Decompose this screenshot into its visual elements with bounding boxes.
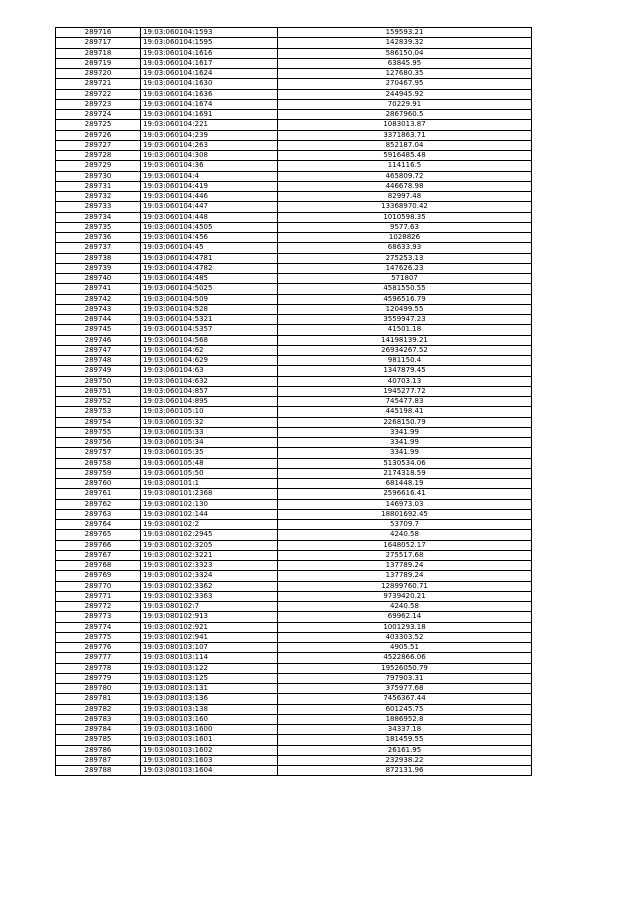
- cadastral-number-cell: 19:03:060104:36: [141, 161, 278, 171]
- cadastral-number-cell: 19:03:080102:3362: [141, 581, 278, 591]
- row-number-cell: 289757: [56, 448, 141, 458]
- table-row: [56, 376, 532, 386]
- value-cell: 681448.19: [278, 479, 532, 489]
- row-number-cell: 289766: [56, 540, 141, 550]
- value-cell: 13368970.42: [278, 202, 532, 212]
- value-cell: 3341.99: [278, 448, 532, 458]
- row-number-cell: 289788: [56, 766, 141, 776]
- value-cell: 82997.48: [278, 192, 532, 202]
- value-cell: 3341.99: [278, 438, 532, 448]
- cadastral-number-cell: 19:03:060104:221: [141, 120, 278, 130]
- cadastral-number-cell: 19:03:080103:107: [141, 643, 278, 653]
- table-row: [56, 673, 532, 683]
- cadastral-number-cell: 19:03:060104:1595: [141, 38, 278, 48]
- row-number-cell: 289734: [56, 212, 141, 222]
- cadastral-number-cell: 19:03:060104:263: [141, 140, 278, 150]
- cadastral-number-cell: 19:03:080103:125: [141, 673, 278, 683]
- table-row: [56, 735, 532, 745]
- table-row: [56, 294, 532, 304]
- value-cell: 159593.21: [278, 28, 532, 38]
- cadastral-number-cell: 19:03:060104:4505: [141, 222, 278, 232]
- row-number-cell: 289726: [56, 130, 141, 140]
- table-row: [56, 489, 532, 499]
- cadastral-number-cell: 19:03:080101:2368: [141, 489, 278, 499]
- value-cell: 142839.32: [278, 38, 532, 48]
- table-row: [56, 233, 532, 243]
- cadastral-number-cell: 19:03:080102:130: [141, 499, 278, 509]
- cadastral-number-cell: 19:03:060104:629: [141, 356, 278, 366]
- row-number-cell: 289764: [56, 520, 141, 530]
- row-number-cell: 289763: [56, 509, 141, 519]
- row-number-cell: 289739: [56, 263, 141, 273]
- cadastral-number-cell: 19:03:060104:446: [141, 192, 278, 202]
- table-row: [56, 120, 532, 130]
- row-number-cell: 289729: [56, 161, 141, 171]
- cadastral-number-cell: 19:03:060105:33: [141, 427, 278, 437]
- row-number-cell: 289770: [56, 581, 141, 591]
- cadastral-number-cell: 19:03:060104:5321: [141, 315, 278, 325]
- cadastral-number-cell: 19:03:060104:239: [141, 130, 278, 140]
- value-cell: 9577.63: [278, 222, 532, 232]
- value-cell: 4596516.79: [278, 294, 532, 304]
- value-cell: 445198.41: [278, 407, 532, 417]
- cadastral-number-cell: 19:03:060104:509: [141, 294, 278, 304]
- cadastral-number-cell: 19:03:060104:1636: [141, 89, 278, 99]
- row-number-cell: 289745: [56, 325, 141, 335]
- row-number-cell: 289782: [56, 704, 141, 714]
- value-cell: 244945.92: [278, 89, 532, 99]
- cadastral-number-cell: 19:03:060104:1593: [141, 28, 278, 38]
- value-cell: 137789.24: [278, 561, 532, 571]
- cadastral-number-cell: 19:03:080103:131: [141, 684, 278, 694]
- value-cell: 446678.98: [278, 181, 532, 191]
- value-cell: 1010598.35: [278, 212, 532, 222]
- table-row: [56, 58, 532, 68]
- table-row: [56, 745, 532, 755]
- value-cell: 41501.18: [278, 325, 532, 335]
- table-row: [56, 28, 532, 38]
- table-row: [56, 766, 532, 776]
- row-number-cell: 289776: [56, 643, 141, 653]
- value-cell: 18801692.45: [278, 509, 532, 519]
- cadastral-number-cell: 19:03:080102:941: [141, 632, 278, 642]
- table-row: [56, 253, 532, 263]
- cadastral-number-cell: 19:03:060104:632: [141, 376, 278, 386]
- data-table: [55, 27, 532, 776]
- table-row: [56, 89, 532, 99]
- value-cell: 586150.04: [278, 48, 532, 58]
- table-row: [56, 540, 532, 550]
- row-number-cell: 289717: [56, 38, 141, 48]
- table-row: [56, 222, 532, 232]
- cadastral-number-cell: 19:03:060104:528: [141, 304, 278, 314]
- table-row: [56, 684, 532, 694]
- value-cell: 1648052.17: [278, 540, 532, 550]
- cadastral-number-cell: 19:03:080103:1600: [141, 725, 278, 735]
- table-row: [56, 571, 532, 581]
- row-number-cell: 289722: [56, 89, 141, 99]
- value-cell: 146973.03: [278, 499, 532, 509]
- value-cell: 26161.95: [278, 745, 532, 755]
- table-row: [56, 181, 532, 191]
- cadastral-number-cell: 19:03:060104:4: [141, 171, 278, 181]
- value-cell: 2867960.5: [278, 110, 532, 120]
- cadastral-number-cell: 19:03:060104:456: [141, 233, 278, 243]
- cadastral-number-cell: 19:03:080102:144: [141, 509, 278, 519]
- value-cell: 3559947.23: [278, 315, 532, 325]
- table-row: [56, 499, 532, 509]
- value-cell: 852187.04: [278, 140, 532, 150]
- row-number-cell: 289777: [56, 653, 141, 663]
- cadastral-number-cell: 19:03:080103:160: [141, 714, 278, 724]
- value-cell: 1347879.45: [278, 366, 532, 376]
- table-row: [56, 356, 532, 366]
- row-number-cell: 289728: [56, 151, 141, 161]
- value-cell: 2268150.79: [278, 417, 532, 427]
- table-row: [56, 438, 532, 448]
- table-row: [56, 69, 532, 79]
- cadastral-number-cell: 19:03:060104:1674: [141, 99, 278, 109]
- table-row: [56, 509, 532, 519]
- row-number-cell: 289754: [56, 417, 141, 427]
- row-number-cell: 289751: [56, 386, 141, 396]
- cadastral-number-cell: 19:03:080102:3363: [141, 591, 278, 601]
- row-number-cell: 289779: [56, 673, 141, 683]
- cadastral-number-cell: 19:03:060104:4782: [141, 263, 278, 273]
- cadastral-number-cell: 19:03:060104:1624: [141, 69, 278, 79]
- cadastral-number-cell: 19:03:060104:5357: [141, 325, 278, 335]
- cadastral-number-cell: 19:03:080101:1: [141, 479, 278, 489]
- cadastral-number-cell: 19:03:060104:308: [141, 151, 278, 161]
- table-row: [56, 561, 532, 571]
- table-row: [56, 151, 532, 161]
- row-number-cell: 289721: [56, 79, 141, 89]
- value-cell: 1886952.8: [278, 714, 532, 724]
- table-row: [56, 520, 532, 530]
- value-cell: 465809.72: [278, 171, 532, 181]
- row-number-cell: 289742: [56, 294, 141, 304]
- table-row: [56, 427, 532, 437]
- row-number-cell: 289741: [56, 284, 141, 294]
- value-cell: 147626.23: [278, 263, 532, 273]
- cadastral-number-cell: 19:03:080103:1601: [141, 735, 278, 745]
- table-row: [56, 263, 532, 273]
- row-number-cell: 289780: [56, 684, 141, 694]
- table-row: [56, 479, 532, 489]
- cadastral-number-cell: 19:03:060104:447: [141, 202, 278, 212]
- value-cell: 12899760.71: [278, 581, 532, 591]
- row-number-cell: 289750: [56, 376, 141, 386]
- row-number-cell: 289740: [56, 274, 141, 284]
- value-cell: 68633.93: [278, 243, 532, 253]
- table-row: [56, 304, 532, 314]
- cadastral-number-cell: 19:03:080103:114: [141, 653, 278, 663]
- cadastral-number-cell: 19:03:080102:2: [141, 520, 278, 530]
- row-number-cell: 289756: [56, 438, 141, 448]
- cadastral-number-cell: 19:03:080102:2945: [141, 530, 278, 540]
- cadastral-number-cell: 19:03:060104:1630: [141, 79, 278, 89]
- table-row: [56, 612, 532, 622]
- table-row: [56, 591, 532, 601]
- row-number-cell: 289786: [56, 745, 141, 755]
- cadastral-number-cell: 19:03:080102:921: [141, 622, 278, 632]
- table-row: [56, 345, 532, 355]
- row-number-cell: 289727: [56, 140, 141, 150]
- table-row: [56, 448, 532, 458]
- value-cell: 9739420.21: [278, 591, 532, 601]
- cadastral-number-cell: 19:03:060104:1691: [141, 110, 278, 120]
- value-cell: 63845.95: [278, 58, 532, 68]
- table-row: [56, 48, 532, 58]
- cadastral-number-cell: 19:03:060105:10: [141, 407, 278, 417]
- row-number-cell: 289771: [56, 591, 141, 601]
- cadastral-number-cell: 19:03:080102:3205: [141, 540, 278, 550]
- value-cell: 275517.68: [278, 550, 532, 560]
- cadastral-number-cell: 19:03:060104:1616: [141, 48, 278, 58]
- cadastral-number-cell: 19:03:080103:138: [141, 704, 278, 714]
- row-number-cell: 289723: [56, 99, 141, 109]
- cadastral-number-cell: 19:03:080103:122: [141, 663, 278, 673]
- row-number-cell: 289752: [56, 397, 141, 407]
- value-cell: 14198139.21: [278, 335, 532, 345]
- table-row: [56, 130, 532, 140]
- cadastral-number-cell: 19:03:060104:5025: [141, 284, 278, 294]
- row-number-cell: 289737: [56, 243, 141, 253]
- row-number-cell: 289761: [56, 489, 141, 499]
- value-cell: 270467.95: [278, 79, 532, 89]
- table-row: [56, 366, 532, 376]
- row-number-cell: 289753: [56, 407, 141, 417]
- value-cell: 70229.91: [278, 99, 532, 109]
- cadastral-number-cell: 19:03:060104:419: [141, 181, 278, 191]
- value-cell: 1001293.18: [278, 622, 532, 632]
- row-number-cell: 289736: [56, 233, 141, 243]
- table-row: [56, 581, 532, 591]
- value-cell: 601245.75: [278, 704, 532, 714]
- value-cell: 181459.55: [278, 735, 532, 745]
- table-row: [56, 274, 532, 284]
- row-number-cell: 289749: [56, 366, 141, 376]
- row-number-cell: 289772: [56, 602, 141, 612]
- cadastral-number-cell: 19:03:060104:63: [141, 366, 278, 376]
- row-number-cell: 289744: [56, 315, 141, 325]
- table-row: [56, 725, 532, 735]
- table-row: [56, 530, 532, 540]
- table-row: [56, 315, 532, 325]
- value-cell: 3371863.71: [278, 130, 532, 140]
- table-row: [56, 325, 532, 335]
- value-cell: 5916485.48: [278, 151, 532, 161]
- row-number-cell: 289730: [56, 171, 141, 181]
- table-row: [56, 417, 532, 427]
- table-row: [56, 110, 532, 120]
- table-row: [56, 622, 532, 632]
- cadastral-number-cell: 19:03:060104:62: [141, 345, 278, 355]
- value-cell: 5130534.06: [278, 458, 532, 468]
- value-cell: 375977.68: [278, 684, 532, 694]
- value-cell: 745477.83: [278, 397, 532, 407]
- cadastral-number-cell: 19:03:060105:34: [141, 438, 278, 448]
- table-row: [56, 632, 532, 642]
- row-number-cell: 289783: [56, 714, 141, 724]
- value-cell: 981150.4: [278, 356, 532, 366]
- row-number-cell: 289731: [56, 181, 141, 191]
- row-number-cell: 289758: [56, 458, 141, 468]
- table-row: [56, 79, 532, 89]
- cadastral-number-cell: 19:03:060105:35: [141, 448, 278, 458]
- value-cell: 34337.18: [278, 725, 532, 735]
- value-cell: 1083013.87: [278, 120, 532, 130]
- value-cell: 4240.58: [278, 602, 532, 612]
- row-number-cell: 289773: [56, 612, 141, 622]
- table-body: [56, 28, 532, 776]
- cadastral-number-cell: 19:03:080103:1604: [141, 766, 278, 776]
- cadastral-number-cell: 19:03:060104:857: [141, 386, 278, 396]
- value-cell: 7456367.44: [278, 694, 532, 704]
- table-row: [56, 602, 532, 612]
- value-cell: 232938.22: [278, 755, 532, 765]
- row-number-cell: 289778: [56, 663, 141, 673]
- row-number-cell: 289720: [56, 69, 141, 79]
- table-row: [56, 704, 532, 714]
- cadastral-number-cell: 19:03:080102:913: [141, 612, 278, 622]
- cadastral-number-cell: 19:03:060104:4781: [141, 253, 278, 263]
- row-number-cell: 289762: [56, 499, 141, 509]
- row-number-cell: 289774: [56, 622, 141, 632]
- row-number-cell: 289787: [56, 755, 141, 765]
- table-row: [56, 212, 532, 222]
- value-cell: 53709.7: [278, 520, 532, 530]
- row-number-cell: 289748: [56, 356, 141, 366]
- value-cell: 275253.13: [278, 253, 532, 263]
- row-number-cell: 289738: [56, 253, 141, 263]
- row-number-cell: 289733: [56, 202, 141, 212]
- cadastral-number-cell: 19:03:080102:7: [141, 602, 278, 612]
- value-cell: 114116.5: [278, 161, 532, 171]
- table-row: [56, 397, 532, 407]
- value-cell: 4581550.55: [278, 284, 532, 294]
- value-cell: 4240.58: [278, 530, 532, 540]
- row-number-cell: 289760: [56, 479, 141, 489]
- value-cell: 127680.35: [278, 69, 532, 79]
- cadastral-number-cell: 19:03:060104:568: [141, 335, 278, 345]
- value-cell: 26934267.52: [278, 345, 532, 355]
- cadastral-number-cell: 19:03:060104:485: [141, 274, 278, 284]
- value-cell: 19526050.79: [278, 663, 532, 673]
- value-cell: 2596616.41: [278, 489, 532, 499]
- cadastral-number-cell: 19:03:080102:3323: [141, 561, 278, 571]
- value-cell: 3341.99: [278, 427, 532, 437]
- value-cell: 1945277.72: [278, 386, 532, 396]
- table-row: [56, 171, 532, 181]
- table-row: [56, 714, 532, 724]
- cadastral-number-cell: 19:03:080102:3221: [141, 550, 278, 560]
- cadastral-number-cell: 19:03:060105:32: [141, 417, 278, 427]
- value-cell: 872131.96: [278, 766, 532, 776]
- cadastral-number-cell: 19:03:080103:1602: [141, 745, 278, 755]
- row-number-cell: 289769: [56, 571, 141, 581]
- row-number-cell: 289732: [56, 192, 141, 202]
- row-number-cell: 289724: [56, 110, 141, 120]
- cadastral-number-cell: 19:03:060104:895: [141, 397, 278, 407]
- cadastral-number-cell: 19:03:080102:3324: [141, 571, 278, 581]
- cadastral-number-cell: 19:03:080103:136: [141, 694, 278, 704]
- table-row: [56, 653, 532, 663]
- row-number-cell: 289775: [56, 632, 141, 642]
- cadastral-number-cell: 19:03:060104:45: [141, 243, 278, 253]
- cadastral-number-cell: 19:03:060104:1617: [141, 58, 278, 68]
- row-number-cell: 289719: [56, 58, 141, 68]
- table-row: [56, 458, 532, 468]
- value-cell: 4905.51: [278, 643, 532, 653]
- value-cell: 403303.52: [278, 632, 532, 642]
- row-number-cell: 289725: [56, 120, 141, 130]
- row-number-cell: 289784: [56, 725, 141, 735]
- cadastral-number-cell: 19:03:060105:48: [141, 458, 278, 468]
- row-number-cell: 289785: [56, 735, 141, 745]
- row-number-cell: 289718: [56, 48, 141, 58]
- row-number-cell: 289759: [56, 468, 141, 478]
- cadastral-number-cell: 19:03:080103:1603: [141, 755, 278, 765]
- value-cell: 797903.31: [278, 673, 532, 683]
- table-row: [56, 243, 532, 253]
- value-cell: 2174318.59: [278, 468, 532, 478]
- cadastral-number-cell: 19:03:060105:50: [141, 468, 278, 478]
- table-row: [56, 335, 532, 345]
- table-row: [56, 643, 532, 653]
- row-number-cell: 289755: [56, 427, 141, 437]
- cadastral-number-cell: 19:03:060104:448: [141, 212, 278, 222]
- table-row: [56, 663, 532, 673]
- value-cell: 69962.14: [278, 612, 532, 622]
- table-row: [56, 407, 532, 417]
- value-cell: 120499.55: [278, 304, 532, 314]
- row-number-cell: 289743: [56, 304, 141, 314]
- table-row: [56, 99, 532, 109]
- row-number-cell: 289716: [56, 28, 141, 38]
- table-row: [56, 140, 532, 150]
- value-cell: 137789.24: [278, 571, 532, 581]
- table-row: [56, 755, 532, 765]
- table-row: [56, 38, 532, 48]
- table-row: [56, 468, 532, 478]
- row-number-cell: 289747: [56, 345, 141, 355]
- row-number-cell: 289767: [56, 550, 141, 560]
- table-row: [56, 202, 532, 212]
- row-number-cell: 289735: [56, 222, 141, 232]
- row-number-cell: 289746: [56, 335, 141, 345]
- row-number-cell: 289781: [56, 694, 141, 704]
- row-number-cell: 289768: [56, 561, 141, 571]
- value-cell: 1028826: [278, 233, 532, 243]
- value-cell: 4522866.06: [278, 653, 532, 663]
- table-row: [56, 192, 532, 202]
- value-cell: 571807: [278, 274, 532, 284]
- table-row: [56, 284, 532, 294]
- table-row: [56, 386, 532, 396]
- table-row: [56, 694, 532, 704]
- row-number-cell: 289765: [56, 530, 141, 540]
- value-cell: 40703.13: [278, 376, 532, 386]
- table-row: [56, 550, 532, 560]
- table-row: [56, 161, 532, 171]
